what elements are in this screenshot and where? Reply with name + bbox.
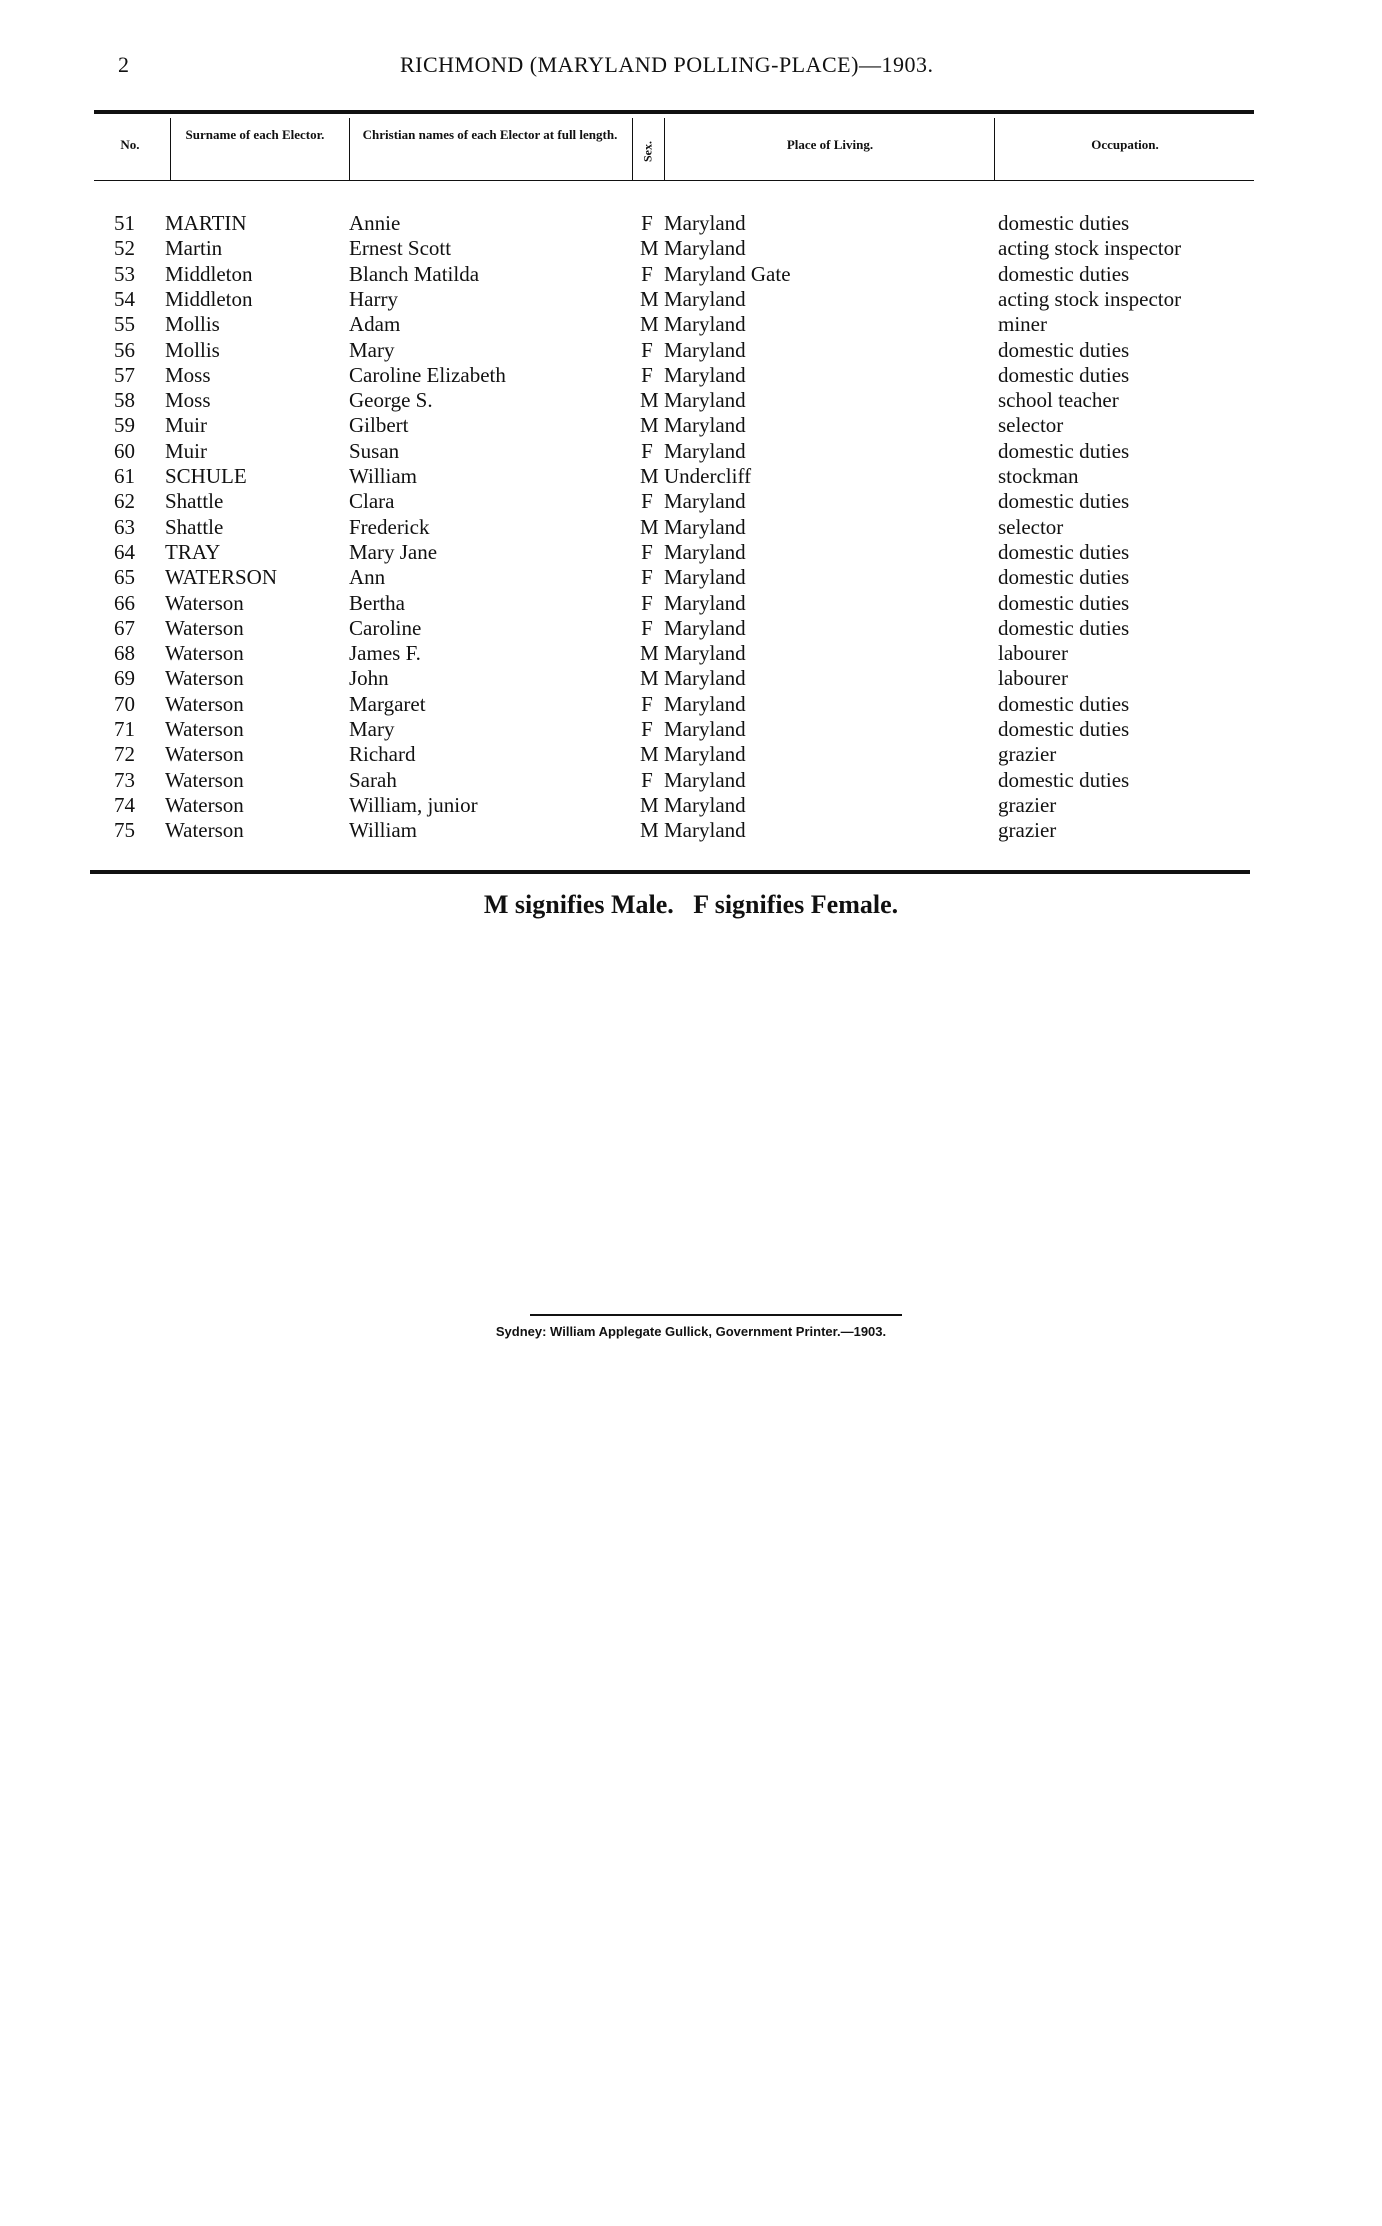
table-rule-bottom (90, 870, 1250, 874)
table-row (0, 236, 1382, 261)
elector-surname: Muir (165, 413, 207, 438)
elector-surname: Waterson (165, 666, 244, 691)
table-row (0, 591, 1382, 616)
table-row (0, 287, 1382, 312)
elector-place-of-living: Maryland (664, 666, 746, 691)
elector-number: 69 (114, 666, 135, 691)
elector-christian-names: Mary (349, 337, 395, 362)
header-divider (349, 118, 350, 180)
elector-occupation: selector (998, 413, 1064, 438)
elector-surname: Mollis (165, 312, 220, 337)
table-row (0, 338, 1382, 363)
elector-number: 54 (114, 286, 135, 311)
elector-place-of-living: Maryland (664, 362, 746, 387)
elector-sex: M (640, 286, 659, 311)
elector-number: 63 (114, 514, 135, 539)
elector-occupation: selector (998, 514, 1064, 539)
elector-sex: F (641, 261, 653, 286)
elector-christian-names: John (349, 666, 389, 691)
header-divider (664, 118, 665, 180)
elector-sex: M (640, 666, 659, 691)
elector-sex: M (640, 792, 659, 817)
elector-sex: F (641, 211, 653, 235)
elector-christian-names: Caroline (349, 615, 422, 640)
elector-place-of-living: Maryland (664, 236, 746, 261)
printer-imprint: Sydney: William Applegate Gullick, Government Printer.—1903. (495, 1324, 887, 1339)
elector-place-of-living: Maryland (664, 742, 746, 767)
elector-christian-names: Mary (349, 717, 395, 741)
elector-number: 64 (114, 539, 135, 564)
elector-surname: SCHULE (165, 464, 247, 488)
elector-surname: Middleton (165, 261, 253, 286)
elector-surname: MARTIN (165, 211, 247, 235)
elector-surname: Moss (165, 388, 211, 413)
table-row (0, 641, 1382, 666)
elector-occupation: domestic duties (998, 489, 1130, 514)
elector-number: 68 (114, 641, 135, 666)
col-header-occupation: Occupation. (1091, 137, 1159, 152)
elector-christian-names: Harry (349, 286, 398, 311)
table-row (0, 413, 1382, 438)
elector-christian-names: Adam (349, 312, 401, 337)
elector-number: 72 (114, 742, 135, 767)
elector-christian-names: Richard (349, 742, 416, 767)
elector-occupation: domestic duties (998, 767, 1130, 792)
elector-place-of-living: Maryland (664, 590, 746, 615)
elector-occupation: domestic duties (998, 337, 1130, 362)
elector-sex: F (641, 767, 653, 792)
elector-number: 74 (114, 792, 135, 817)
page-number: 2 (118, 52, 129, 77)
elector-place-of-living: Maryland Gate (664, 261, 791, 286)
elector-sex: M (640, 388, 659, 413)
elector-sex: M (640, 312, 659, 337)
table-row (0, 439, 1382, 464)
table-row (0, 793, 1382, 818)
elector-surname: Mollis (165, 337, 220, 362)
elector-place-of-living: Maryland (664, 489, 746, 514)
elector-place-of-living: Maryland (664, 717, 746, 741)
table-row (0, 388, 1382, 413)
elector-number: 51 (114, 211, 135, 235)
page-title: RICHMOND (MARYLAND POLLING-PLACE)—1903. (400, 52, 934, 77)
elector-surname: Waterson (165, 742, 244, 767)
elector-surname: TRAY (165, 539, 221, 564)
elector-place-of-living: Maryland (664, 792, 746, 817)
elector-sex: M (640, 514, 659, 539)
elector-occupation: grazier (998, 742, 1057, 767)
elector-number: 66 (114, 590, 135, 615)
elector-sex: M (640, 641, 659, 666)
elector-number: 62 (114, 489, 135, 514)
elector-place-of-living: Maryland (664, 514, 746, 539)
elector-number: 61 (114, 464, 135, 488)
elector-christian-names: Mary Jane (349, 539, 438, 564)
elector-christian-names: Sarah (349, 767, 397, 792)
elector-occupation: labourer (998, 666, 1068, 691)
elector-sex: F (641, 539, 653, 564)
elector-occupation: domestic duties (998, 362, 1130, 387)
elector-christian-names: Gilbert (349, 413, 409, 438)
table-row (0, 489, 1382, 514)
elector-place-of-living: Maryland (664, 818, 746, 843)
table-row (0, 692, 1382, 717)
elector-surname: Waterson (165, 767, 244, 792)
elector-occupation: domestic duties (998, 261, 1130, 286)
col-header-sex-label: Sex. (640, 141, 655, 162)
elector-place-of-living: Maryland (664, 767, 746, 792)
elector-occupation: school teacher (998, 388, 1119, 413)
elector-number: 73 (114, 767, 135, 792)
elector-sex: F (641, 337, 653, 362)
elector-christian-names: Ann (349, 565, 386, 590)
elector-christian-names: James F. (349, 641, 421, 666)
imprint-rule (530, 1314, 902, 1316)
elector-christian-names: Blanch Matilda (349, 261, 480, 286)
header-rule-bottom (94, 180, 1254, 181)
elector-surname: Muir (165, 438, 207, 463)
header-divider (170, 118, 171, 180)
elector-occupation: labourer (998, 641, 1068, 666)
table-row (0, 565, 1382, 590)
elector-number: 71 (114, 717, 135, 741)
elector-number: 59 (114, 413, 135, 438)
elector-surname: Middleton (165, 286, 253, 311)
elector-occupation: domestic duties (998, 438, 1130, 463)
elector-christian-names: Frederick (349, 514, 430, 539)
elector-surname: Martin (165, 236, 223, 261)
elector-occupation: domestic duties (998, 590, 1130, 615)
elector-number: 70 (114, 691, 135, 716)
elector-sex: M (640, 742, 659, 767)
elector-number: 65 (114, 565, 135, 590)
elector-sex: M (640, 818, 659, 843)
elector-place-of-living: Maryland (664, 565, 746, 590)
elector-sex: F (641, 615, 653, 640)
elector-sex: F (641, 438, 653, 463)
elector-christian-names: William (349, 464, 417, 488)
elector-number: 57 (114, 362, 135, 387)
table-row (0, 464, 1382, 489)
elector-place-of-living: Maryland (664, 312, 746, 337)
elector-surname: WATERSON (165, 565, 278, 590)
elector-christian-names: Susan (349, 438, 400, 463)
col-header-place: Place of Living. (786, 137, 874, 152)
elector-surname: Waterson (165, 615, 244, 640)
elector-christian-names: Bertha (349, 590, 405, 615)
elector-occupation: domestic duties (998, 565, 1130, 590)
table-row (0, 312, 1382, 337)
elector-sex: F (641, 362, 653, 387)
elector-occupation: domestic duties (998, 691, 1130, 716)
elector-occupation: domestic duties (998, 615, 1130, 640)
elector-place-of-living: Maryland (664, 438, 746, 463)
elector-occupation: domestic duties (998, 211, 1130, 235)
elector-surname: Waterson (165, 641, 244, 666)
elector-sex: F (641, 717, 653, 741)
elector-sex: F (641, 565, 653, 590)
table-row (0, 540, 1382, 565)
elector-surname: Shattle (165, 514, 224, 539)
elector-place-of-living: Maryland (664, 337, 746, 362)
elector-occupation: domestic duties (998, 717, 1130, 741)
elector-occupation: grazier (998, 818, 1057, 843)
elector-christian-names: Caroline Elizabeth (349, 362, 506, 387)
elector-surname: Waterson (165, 818, 244, 843)
elector-christian-names: Margaret (349, 691, 426, 716)
elector-christian-names: Annie (349, 211, 401, 235)
elector-surname: Waterson (165, 590, 244, 615)
table-row (0, 742, 1382, 767)
elector-christian-names: William, junior (349, 792, 478, 817)
elector-christian-names: William (349, 818, 417, 843)
table-row (0, 666, 1382, 691)
elector-place-of-living: Maryland (664, 211, 746, 235)
elector-number: 75 (114, 818, 135, 843)
sex-legend: M signifies Male. F signifies Female. (483, 890, 899, 919)
elector-christian-names: George S. (349, 388, 433, 413)
elector-place-of-living: Maryland (664, 539, 746, 564)
elector-occupation: grazier (998, 792, 1057, 817)
elector-place-of-living: Maryland (664, 641, 746, 666)
elector-occupation: stockman (998, 464, 1079, 488)
elector-place-of-living: Maryland (664, 413, 746, 438)
elector-number: 52 (114, 236, 135, 261)
elector-place-of-living: Maryland (664, 691, 746, 716)
elector-number: 55 (114, 312, 135, 337)
table-row (0, 616, 1382, 641)
elector-occupation: miner (998, 312, 1047, 337)
elector-place-of-living: Undercliff (664, 464, 752, 488)
table-row (0, 818, 1382, 843)
col-header-surname: Surname of each Elector. (185, 127, 325, 142)
table-row (0, 363, 1382, 388)
table-row (0, 262, 1382, 287)
elector-number: 56 (114, 337, 135, 362)
elector-number: 60 (114, 438, 135, 463)
elector-occupation: acting stock inspector (998, 286, 1182, 311)
elector-christian-names: Clara (349, 489, 395, 514)
elector-sex: F (641, 489, 653, 514)
elector-sex: F (641, 691, 653, 716)
header-divider (994, 118, 995, 180)
elector-place-of-living: Maryland (664, 388, 746, 413)
table-row (0, 211, 1382, 236)
elector-place-of-living: Maryland (664, 615, 746, 640)
table-row (0, 768, 1382, 793)
col-header-no: No. (120, 137, 140, 152)
header-rule-top (94, 110, 1254, 114)
elector-number: 53 (114, 261, 135, 286)
col-header-christian: Christian names of each Elector at full length. (362, 127, 618, 142)
elector-sex: M (640, 464, 659, 488)
elector-sex: M (640, 236, 659, 261)
table-row (0, 515, 1382, 540)
elector-sex: M (640, 413, 659, 438)
elector-surname: Waterson (165, 717, 244, 741)
col-header-sex (633, 132, 663, 172)
elector-number: 67 (114, 615, 135, 640)
elector-surname: Moss (165, 362, 211, 387)
elector-place-of-living: Maryland (664, 286, 746, 311)
elector-occupation: domestic duties (998, 539, 1130, 564)
elector-surname: Shattle (165, 489, 224, 514)
elector-occupation: acting stock inspector (998, 236, 1182, 261)
elector-surname: Waterson (165, 792, 244, 817)
table-row (0, 717, 1382, 742)
elector-surname: Waterson (165, 691, 244, 716)
elector-sex: F (641, 590, 653, 615)
elector-christian-names: Ernest Scott (349, 236, 452, 261)
elector-number: 58 (114, 388, 135, 413)
